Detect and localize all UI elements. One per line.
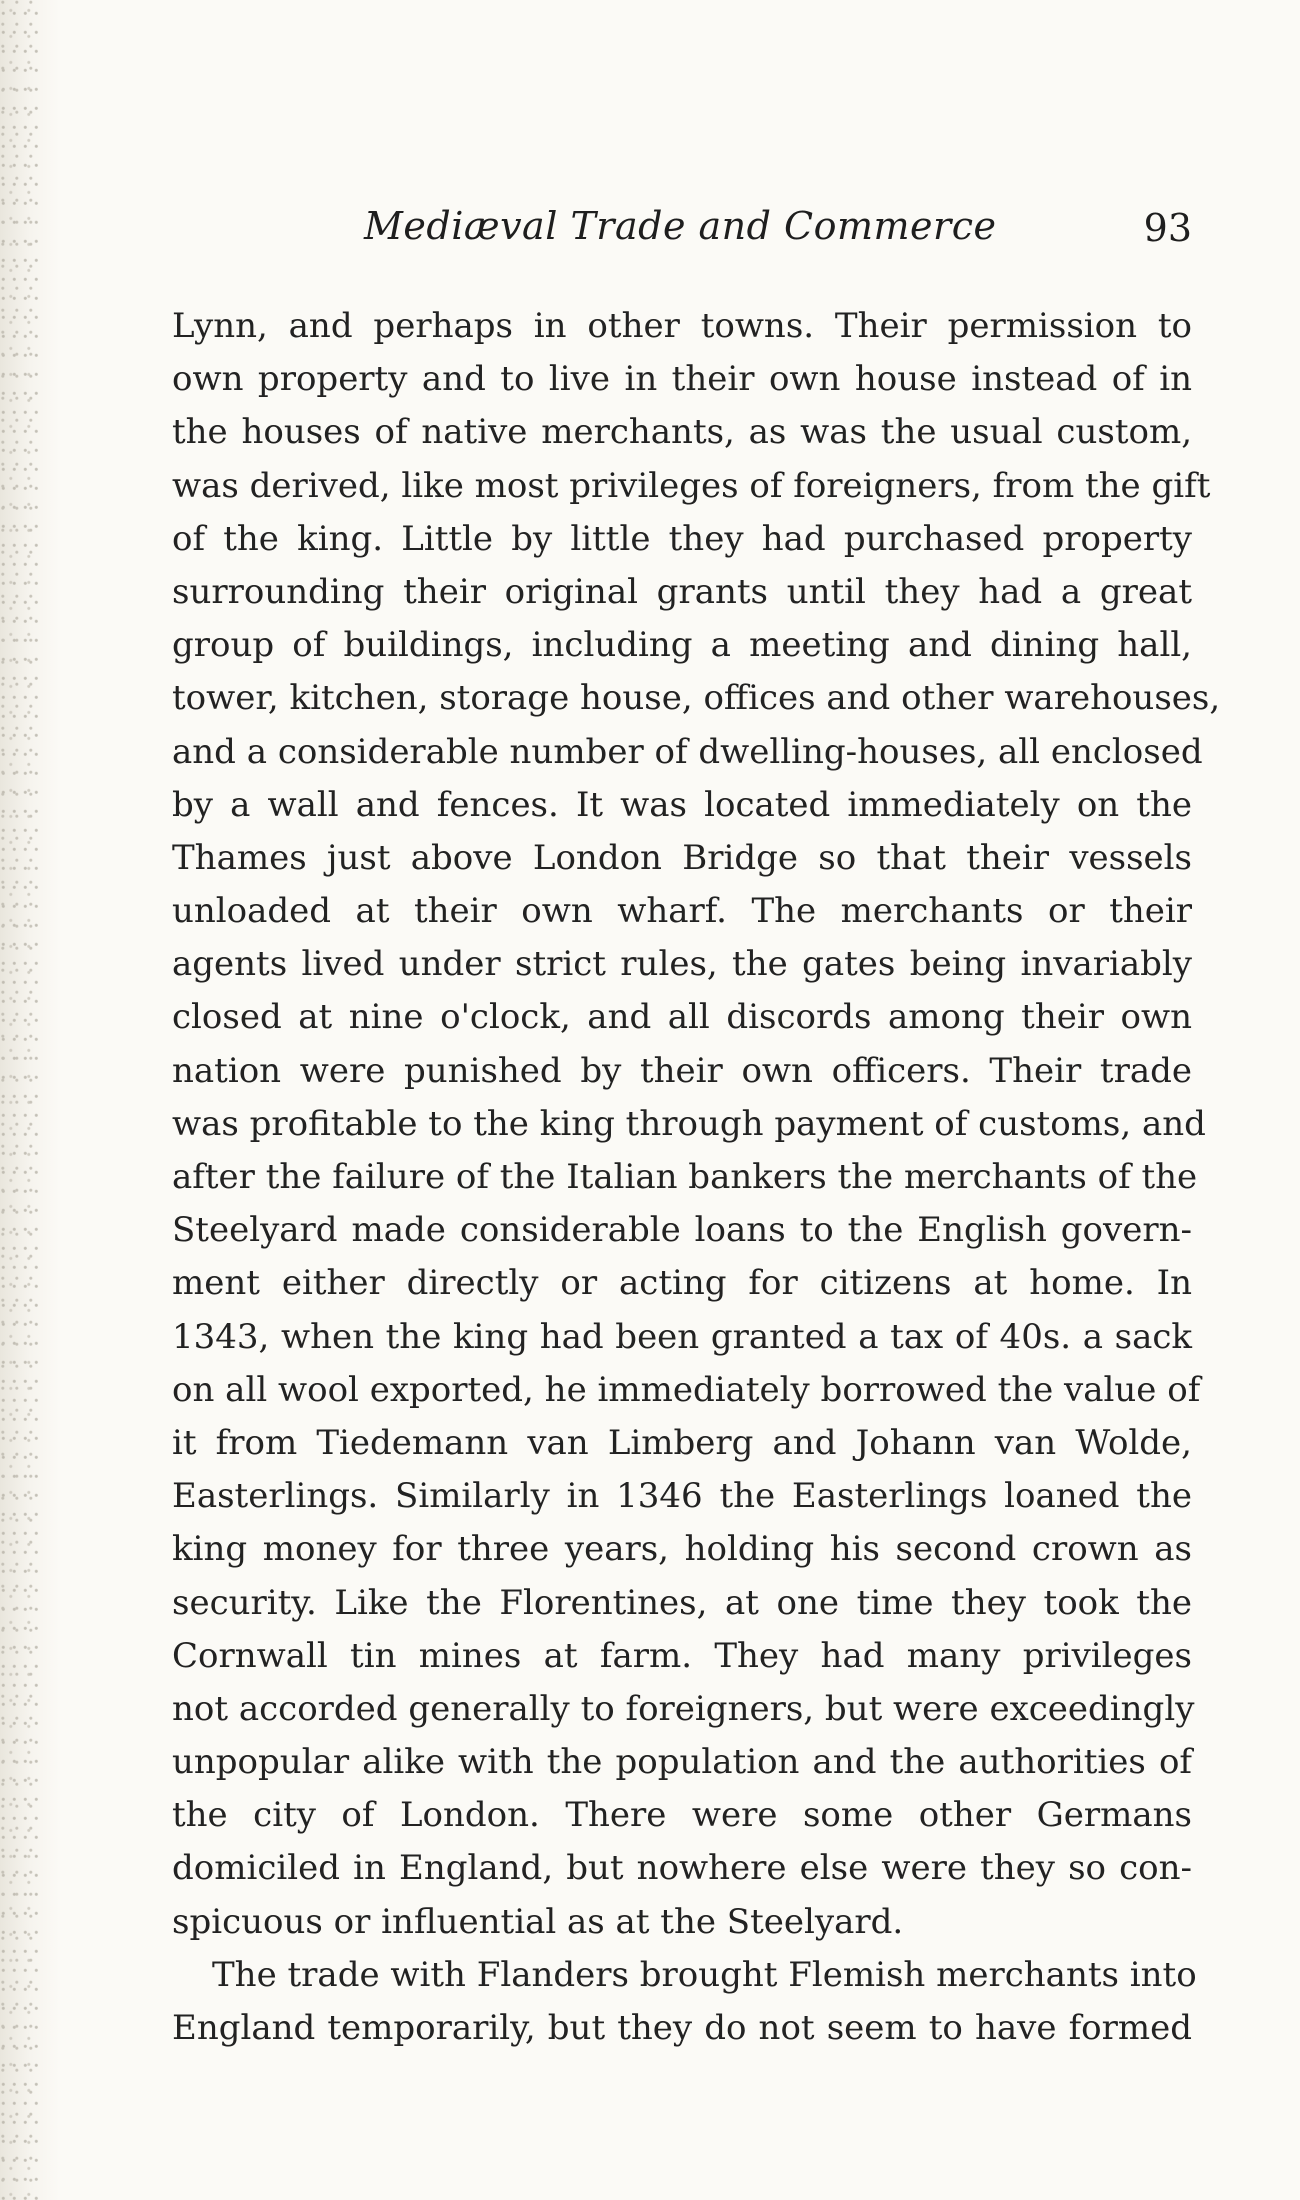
- running-title: Mediæval Trade and Commerce: [364, 204, 997, 248]
- text-line: nation were punished by their own officers. Their trade: [172, 1050, 1192, 1091]
- text-line: was profitable to the king through payment of customs, and: [172, 1103, 1206, 1144]
- text-line: closed at nine o'clock, and all discords among their own: [172, 997, 1192, 1038]
- text-line: on all wool exported, he immediately borrowed the value of: [172, 1369, 1201, 1410]
- text-line: England temporarily, but they do not seem to have formed: [172, 2008, 1192, 2048]
- paragraph: [172, 1949, 1197, 2055]
- text-line: 1343, when the king had been granted a tax of 40s. a sack: [172, 1316, 1192, 1357]
- text-line: unloaded at their own wharf. The merchants or their: [172, 891, 1192, 932]
- text-line: spicuous or influential as at the Steelyard.: [172, 1901, 904, 1942]
- text-line: unpopular alike with the population and the authorities of: [172, 1742, 1192, 1783]
- text-line: not accorded generally to foreigners, but were exceedingly: [172, 1688, 1195, 1729]
- text-line: agents lived under strict rules, the gates being invariably: [172, 944, 1192, 985]
- text-line: tower, kitchen, storage house, offices and other warehouses,: [172, 678, 1221, 719]
- paragraph: [172, 300, 1221, 1949]
- text-line: domiciled in England, but nowhere else were they so con-: [172, 1848, 1192, 1889]
- text-line: group of buildings, including a meeting and dining hall,: [172, 625, 1192, 666]
- text-line: of the king. Little by little they had purchased property: [172, 518, 1192, 559]
- text-line: security. Like the Florentines, at one time they took the: [172, 1582, 1192, 1623]
- page-header: [172, 204, 1192, 264]
- text-line: the houses of native merchants, as was the usual custom,: [172, 412, 1192, 453]
- text-line: Thames just above London Bridge so that their vessels: [172, 837, 1192, 878]
- text-line: by a wall and fences. It was located immediately on the: [172, 784, 1192, 825]
- text-line: surrounding their original grants until they had a great: [172, 571, 1192, 612]
- text-line: Steelyard made considerable loans to the English govern-: [172, 1210, 1192, 1251]
- text-line: Easterlings. Similarly in 1346 the Easterlings loaned the: [172, 1476, 1192, 1517]
- text-line: it from Tiedemann van Limberg and Johann van Wolde,: [172, 1422, 1192, 1463]
- text-line: Cornwall tin mines at farm. They had many privileges: [172, 1635, 1192, 1676]
- text-line: Lynn, and perhaps in other towns. Their permission to: [172, 306, 1192, 346]
- text-line: own property and to live in their own house instead of in: [172, 359, 1192, 400]
- text-line: king money for three years, holding his second crown as: [172, 1529, 1192, 1570]
- page-edge-texture: [0, 0, 40, 2200]
- text-line: the city of London. There were some other Germans: [172, 1795, 1192, 1836]
- text-line: after the failure of the Italian bankers the merchants of the: [172, 1157, 1198, 1197]
- text-line: ment either directly or acting for citizens at home. In: [172, 1263, 1192, 1304]
- text-line: and a considerable number of dwelling-houses, all enclosed: [172, 731, 1203, 772]
- page-number: 93: [1143, 206, 1192, 250]
- text-line: The trade with Flanders brought Flemish merchants into: [212, 1954, 1197, 1995]
- body-text: [172, 300, 1221, 2055]
- text-line: was derived, like most privileges of foreigners, from the gift: [172, 465, 1211, 506]
